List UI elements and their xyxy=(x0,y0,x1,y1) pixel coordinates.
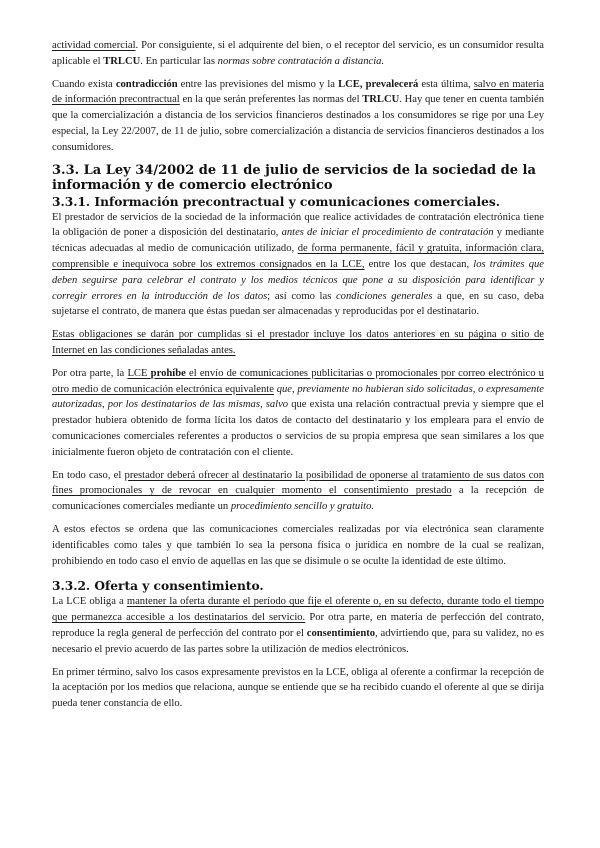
text: La LCE obliga a xyxy=(52,596,127,608)
text: A estos efectos se ordena que las comunicaciones comerciales realizadas por vía electrónica sean claramente identificables como tales y que también lo sea la persona física o jurídica en nombre de la cual se realizan, prohibiendo en todo caso el envío de aquellas en las que se disimule o se oculte la identidad de este último. xyxy=(52,523,544,567)
paragraph-3 xyxy=(52,210,544,321)
italic-text: antes de iniciar el procedimiento de contratación xyxy=(281,227,494,239)
text: El prestador de servicios de la sociedad de la información que realice actividades de contratación electrónica tiene la obligación de poner a disposición del destinatario, xyxy=(52,211,544,239)
paragraph-9 xyxy=(52,665,544,712)
underlined-text: actividad comercial xyxy=(52,40,136,51)
text: ; así como las xyxy=(267,290,336,302)
text: que exista una relación contractual previa y siempre que el prestador hubiera obtenido de forma lícita los datos de contacto del destinatario y los empleara para el envío de comunicaciones comerciales referentes a productos o servicios de su propia empresa que sean similares a los que inicialmente fueron objeto de contratación con el cliente. xyxy=(52,399,544,458)
subsection-heading-3-3-2: 3.3.2. Oferta y consentimiento. xyxy=(52,579,264,594)
paragraph-4 xyxy=(52,327,544,359)
italic-text: normas sobre contratación a distancia. xyxy=(217,55,385,67)
underlined-text: Estas obligaciones se darán por cumplidas si el prestador incluye los datos anteriores en su página o sitio de Internet en las condiciones señaladas antes. xyxy=(52,329,544,356)
text: . Hay que tener en cuenta también que la comercialización a distancia de los servicios financieros destinados a los consumidores se rige por una Ley especial, la Ley 22/2007, de 11 de julio, sobre comercialización a distancia de servicios financieros destinados a los consumidores. xyxy=(52,94,544,153)
text: En primer término, salvo los casos expresamente previstos en la LCE, obliga al oferente a confirmar la recepción de la aceptación por los medios que relaciona, aunque se entiende que se ha recibido cuando el oferente al que se dirija pueda tener constancia de ello. xyxy=(52,666,544,710)
text: en la que serán preferentes las normas del xyxy=(179,94,363,106)
subsection-heading-3-3-1: 3.3.1. Información precontractual y comunicaciones comerciales. xyxy=(52,194,500,209)
text: LCE xyxy=(127,367,151,379)
text: y mediante técnicas adecuadas al medio de comunicación utilizado, xyxy=(52,227,544,255)
bold-text: consentimiento xyxy=(306,627,376,639)
text: el envío de comunicaciones publicitarias o promocionales por correo electrónico u otro medio de comunicación electrónica equivalente xyxy=(52,367,544,395)
italic-text: procedimiento sencillo y gratuito. xyxy=(230,501,375,513)
italic-text: los trámites que deben seguirse para celebrar el contrato y los medios técnicos que pone a su disposición para identificar y corregir errores en la introducción de los datos xyxy=(52,258,544,302)
paragraph-8 xyxy=(52,594,544,657)
paragraph-6 xyxy=(52,468,544,515)
underlined-text: de forma permanente, fácil y gratuita, información clara, comprensible e inequívoca sobre los extremos consignados en la LCE, xyxy=(52,243,545,270)
text: Por otra parte, en materia de perfección del contrato, reproduce la regla general de perfección del contrato por el xyxy=(52,612,544,639)
text: . En particular las xyxy=(140,55,218,67)
paragraph-2 xyxy=(52,77,544,156)
text: entre los que destacan, xyxy=(364,258,474,270)
text: esta última, xyxy=(418,78,474,90)
text: En todo caso, el xyxy=(52,469,125,481)
paragraph-7 xyxy=(52,522,544,569)
underlined-text: salvo en materia de información precontractual xyxy=(52,78,545,106)
underlined-text: prestador deberá ofrecer al destinatario la posibilidad de oponerse al tratamiento de sus datos con fines promocionales y de revocar en cualquier momento el consentimiento prestado xyxy=(52,469,544,497)
italic-text: que, previamente no hubieran sido solicitadas, o expresamente autorizadas, por los destinatarios de las mismas, salvo xyxy=(52,383,544,411)
section-heading-3-3: 3.3. La Ley 34/2002 de 11 de julio de servicios de la sociedad de la información y de comercio electrónico xyxy=(52,162,536,193)
text: entre las previsiones del mismo y la xyxy=(177,78,339,90)
text: Cuando exista xyxy=(52,78,116,90)
text: a que, en su caso, deba sujetarse el contrato, de manera que éstas puedan ser almacenadas y reproducidas por el destinatario. xyxy=(52,290,544,318)
document-page xyxy=(52,38,544,712)
underlined-text: mantener la oferta durante el período que fije el oferente o, en su defecto, durante todo el tiempo que permanezca accesible a los destinatarios del servicio. xyxy=(52,596,544,624)
text: a la recepción de comunicaciones comerciales mediante un xyxy=(52,485,544,513)
bold-text: prohíbe xyxy=(150,367,186,379)
text: . Por consiguiente, si el adquirente del bien, o el receptor del servicio, es un consumidor resulta aplicable el xyxy=(52,40,544,67)
text: Por otra parte, la xyxy=(52,367,128,379)
bold-text: LCE, prevalecerá xyxy=(338,78,419,90)
bold-text: TRLCU xyxy=(103,55,141,67)
paragraph-1 xyxy=(52,38,544,70)
italic-text: condiciones generales xyxy=(335,290,433,302)
bold-text: TRLCU xyxy=(362,94,400,106)
bold-text: contradicción xyxy=(115,78,178,90)
paragraph-5 xyxy=(52,366,544,461)
text: , advirtiendo que, para su validez, no es necesario el previo acuerdo de las partes sobre la utilización de medios electrónicos. xyxy=(52,627,544,655)
